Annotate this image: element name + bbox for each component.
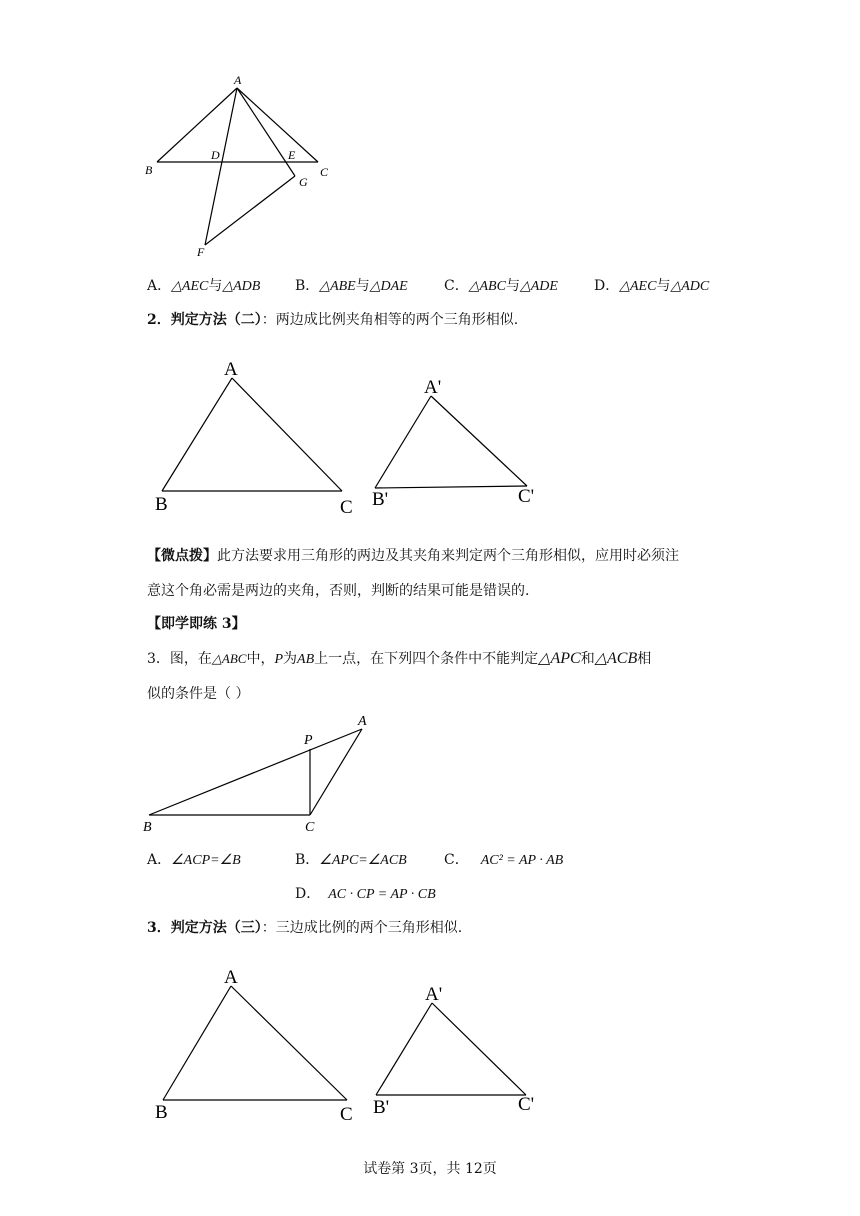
fig1-label-e: E [288, 148, 296, 162]
fig1-label-a: A [234, 73, 242, 87]
fig4-label-a-prime: A' [425, 984, 443, 1005]
fig1-label-f: F [197, 245, 205, 259]
method-3-heading: 3．判定方法（三） [147, 920, 262, 936]
figure-two-triangles-method-2 [150, 355, 550, 520]
figure-triangle-apc [140, 710, 380, 840]
prev-option-a[interactable]: A．△AEC与△ADB [147, 278, 261, 294]
method-3-line [147, 918, 462, 938]
fig3-label-a: A [358, 714, 367, 729]
fig2-label-a: A [224, 359, 238, 380]
prev-option-c[interactable]: C．△ABC与△ADE [444, 278, 558, 294]
fig2-label-a-prime: A' [424, 377, 442, 398]
fig2-label-c: C [340, 497, 353, 518]
fig3-label-b: B [143, 820, 152, 835]
q3-option-d[interactable]: D． AC · CP = AP · CB [295, 886, 436, 902]
figure-two-triangles-method-3 [150, 960, 550, 1130]
fig2-label-b: B [155, 494, 168, 515]
page-footer: 试卷第 3页，共 12页 [363, 1161, 497, 1177]
tip-tag: 【微点拨】 [147, 548, 217, 564]
fig1-label-c: C [320, 165, 329, 179]
practice-heading: 【即学即练 3】 [147, 616, 246, 632]
question-3-line-2: 似的条件是（ ） [147, 686, 250, 702]
prev-option-d[interactable]: D．△AEC与△ADC [594, 278, 710, 294]
fig2-label-b-prime: B' [372, 489, 389, 510]
fig1-label-g: G [299, 175, 308, 189]
fig3-label-p: P [304, 733, 313, 748]
tip-line-2: 意这个角必需是两边的夹角，否则，判断的结果可能是错误的. [147, 583, 530, 599]
method-2-text: ：两边成比例夹角相等的两个三角形相似. [261, 312, 519, 328]
fig4-label-a: A [224, 967, 238, 988]
q3-option-a[interactable]: A．∠ACP=∠B [147, 852, 241, 868]
fig4-label-c-prime: C' [518, 1094, 535, 1115]
fig2-label-c-prime: C' [518, 486, 535, 507]
question-3-line-1: 3．图，在△ABC中，P为AB上一点，在下列四个条件中不能判定△APC和△ACB相 [147, 650, 652, 667]
fig1-label-d: D [211, 148, 220, 162]
fig1-label-b: B [145, 163, 153, 177]
q3-option-b[interactable]: B．∠APC=∠ACB [295, 852, 407, 868]
fig4-label-b-prime: B' [373, 1097, 390, 1118]
method-2-heading: 2．判定方法（二） [147, 312, 262, 328]
fig4-label-b: B [155, 1102, 168, 1123]
prev-option-b[interactable]: B．△ABE与△DAE [295, 278, 408, 294]
method-3-text: ：三边成比例的两个三角形相似. [261, 920, 463, 936]
q3-option-c[interactable]: C． AC² = AP · AB [444, 852, 564, 868]
tip-line-1: 【微点拨】此方法要求用三角形的两边及其夹角来判定两个三角形相似，应用时必须注 [147, 548, 679, 564]
figure-triangle-abc-with-fg [140, 70, 340, 260]
fig3-label-c: C [305, 820, 315, 835]
method-2-line [147, 310, 518, 330]
fig4-label-c: C [340, 1104, 353, 1125]
